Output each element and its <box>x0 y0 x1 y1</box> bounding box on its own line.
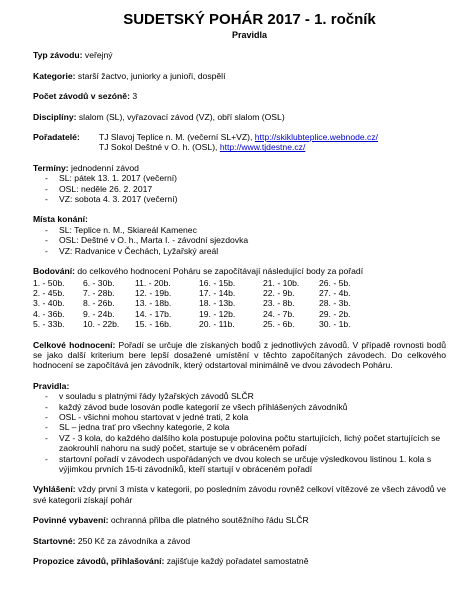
bodovani-label: Bodování: <box>33 266 76 277</box>
kategorie-section <box>33 71 446 81</box>
terminy-list <box>33 173 446 204</box>
propozice-section <box>33 556 446 566</box>
discipliny-section <box>33 112 446 122</box>
points-cell: 7. - 28b. <box>83 287 115 298</box>
points-cell: 14. - 17b. <box>135 308 172 319</box>
points-cell: 29. - 2b. <box>319 308 351 319</box>
typ-section <box>33 50 446 60</box>
points-cell: 25. - 6b. <box>263 319 295 330</box>
page-subtitle: Pravidla <box>231 30 268 40</box>
points-cell: 27. - 4b. <box>319 287 351 298</box>
list-item: - OSL: neděle 26. 2. 2017 <box>45 184 446 194</box>
pravidla-section <box>33 381 446 475</box>
terminy-label: Termíny: <box>33 162 69 173</box>
celkove-section <box>33 340 446 371</box>
points-cell: 17. - 14b. <box>199 287 236 298</box>
pocet-value: 3 <box>132 91 138 102</box>
startovne-value: 250 Kč za závodníka a závod <box>77 535 191 546</box>
vyhlaseni-label: Vyhlášení: <box>33 484 76 495</box>
poradatel-1 <box>99 132 378 142</box>
points-cell: 9. - 24b. <box>83 308 115 319</box>
mista-list <box>33 225 446 256</box>
poradatele-label: Pořadatelé: <box>33 132 80 143</box>
pocet-label: Počet závodů v sezóně: <box>33 91 130 102</box>
bodovani-section <box>33 266 446 329</box>
points-cell: 6. - 30b. <box>83 277 115 288</box>
list-item: - SL: pátek 13. 1. 2017 (večerní) <box>45 173 446 183</box>
points-cell: 15. - 16b. <box>135 319 172 330</box>
mista-section <box>33 214 446 256</box>
points-cell: 21. - 10b. <box>263 277 300 288</box>
poradatel-2-link[interactable]: http://www.tjdestne.cz/ <box>219 142 306 153</box>
points-cell: 12. - 19b. <box>135 287 172 298</box>
list-item: - VZ: sobota 4. 3. 2017 (večerní) <box>45 194 446 204</box>
poradatel-1-text: TJ Slavoj Teplice n. M. (večerní SL+VZ), <box>99 132 255 143</box>
vybaveni-label: Povinné vybavení: <box>33 515 109 526</box>
list-item: - SL: Teplice n. M., Skiareál Kamenec <box>45 225 446 235</box>
typ-label: Typ závodu: <box>33 50 83 61</box>
list-item: - každý závod bude losován podle kategorií ze všech přihlášených závodníků <box>45 402 446 412</box>
vybaveni-value: ochranná přilba dle platného soutěžního řádu SLČR <box>110 515 309 526</box>
celkove-value: Pořadí se určuje dle získaných bodů z jednotlivých závodů. V případě rovnosti bodů se jako další kriterium bere lepší dosažené umístění v těchto započítaných závodech. Do celkového hodnocení se započítává jen závodník, který odstartoval minimálně ve dvou závodech Poháru. <box>33 339 446 371</box>
points-cell: 20. - 11b. <box>199 319 235 330</box>
points-cell: 23. - 8b. <box>263 298 295 309</box>
mista-label: Místa konání: <box>33 214 88 225</box>
points-cell: 28. - 3b. <box>319 298 351 309</box>
typ-value: veřejný <box>84 50 113 61</box>
poradatel-2 <box>99 142 378 152</box>
propozice-label: Propozice závodů, přihlašování: <box>33 556 165 567</box>
pravidla-label: Pravidla: <box>33 380 70 391</box>
celkove-label: Celkové hodnocení: <box>33 339 116 350</box>
list-item: - OSL: Deštné v O. h., Marta I. - závodní sjezdovka <box>45 235 446 245</box>
vyhlaseni-value: vždy první 3 místa v kategorii, po posledním závodu rovněž celkoví vítězové ze všech závodů ve své kategorii získají pohár <box>33 484 447 505</box>
points-cell: 26. - 5b. <box>319 277 351 288</box>
list-item: - SL – jedna trať pro všechny kategorie, 2 kola <box>45 422 446 432</box>
terminy-section <box>33 163 446 205</box>
poradatel-2-text: TJ Sokol Deštné v O. h. (OSL), <box>99 142 220 153</box>
kategorie-label: Kategorie: <box>33 70 76 81</box>
points-cell: 5. - 33b. <box>33 319 65 330</box>
list-item: - OSL - všichni mohou startovat v jedné trati, 2 kola <box>45 412 446 422</box>
poradatel-1-link[interactable]: http://skiklubteplice.webnode.cz/ <box>254 132 379 143</box>
vyhlaseni-section <box>33 484 446 505</box>
poradatele-section <box>33 132 446 153</box>
points-cell: 3. - 40b. <box>33 298 65 309</box>
discipliny-label: Disciplíny: <box>33 111 77 122</box>
list-item: - startovní pořadí v závodech uspořádaných ve dvou kolech se určuje výsledkovou listinou 1. kola s výjimkou prvních 15-ti závodníků, kteří startují v obráceném pořadí <box>45 454 446 475</box>
points-cell: 22. - 9b. <box>263 287 295 298</box>
points-cell: 4. - 36b. <box>33 308 65 319</box>
list-item: - VZ - 3 kola, do každého dalšího kola postupuje polovina počtu startujících, lichý počet startujících se zaokrouhlí nahoru na sudý počet, startuje se v obráceném pořadí <box>45 433 446 454</box>
page-title: SUDETSKÝ POHÁR 2017 - 1. ročník <box>123 11 376 28</box>
terminy-value: jednodenní závod <box>71 162 139 173</box>
bodovani-value: do celkového hodnocení Poháru se započítávají následující body za pořadí <box>77 266 364 277</box>
list-item: - v souladu s platnými řády lyžařských závodů SLČR <box>45 391 446 401</box>
points-cell: 1. - 50b. <box>33 277 65 288</box>
vybaveni-section <box>33 515 446 525</box>
points-cell: 10. - 22b. <box>83 319 120 330</box>
points-cell: 16. - 15b. <box>199 277 236 288</box>
points-cell: 2. - 45b. <box>33 287 65 298</box>
points-cell: 18. - 13b. <box>199 298 236 309</box>
points-cell: 8. - 26b. <box>83 298 115 309</box>
startovne-section <box>33 536 446 546</box>
pocet-section <box>33 91 446 101</box>
list-item: - VZ: Radvanice v Čechách, Lyžařský areál <box>45 246 446 256</box>
points-cell: 19. - 12b. <box>199 308 236 319</box>
startovne-label: Startovné: <box>33 535 76 546</box>
points-cell: 11. - 20b. <box>135 277 171 288</box>
pravidla-list <box>33 391 446 474</box>
discipliny-value: slalom (SL), vyřazovací závod (VZ), obří slalom (OSL) <box>78 111 285 122</box>
points-cell: 30. - 1b. <box>319 319 351 330</box>
propozice-value: zajišťuje každý pořadatel samostatně <box>166 556 309 567</box>
kategorie-value: starší žactvo, juniorky a junioři, dospělí <box>77 70 226 81</box>
points-grid <box>33 278 446 330</box>
points-cell: 13. - 18b. <box>135 298 172 309</box>
points-cell: 24. - 7b. <box>263 308 295 319</box>
